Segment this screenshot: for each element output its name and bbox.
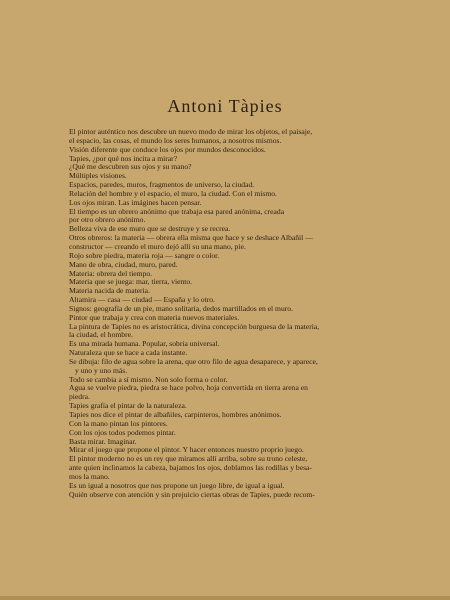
text-line: Visión diferente que conduce los ojos por mundos desconocidos. bbox=[69, 144, 266, 154]
text-line: Relación del hombre y el espacio, el muro, la ciudad. Con el mismo. bbox=[69, 188, 277, 198]
text-line: Es un igual a nosotros que nos propone un juego libre, de igual a igual. bbox=[69, 480, 285, 490]
text-line: Los ojos miran. Las imágines hacen pensar. bbox=[69, 197, 202, 207]
text-line: Es una mirada humana. Popular, sobria universal. bbox=[69, 339, 220, 349]
text-line: Mano de obra, ciudad, muro, pared. bbox=[69, 259, 178, 269]
text-line: Rojo sobre piedra, materia roja — sangre o color. bbox=[69, 250, 220, 260]
text-line: Tapies nos dice el pintar de albañiles, carpinteros, hombres anónimos. bbox=[69, 410, 282, 419]
text-line: Agua se vuelve piedra, piedra se hace polvo, hoja convertida en tierra arena en bbox=[69, 383, 308, 393]
page-title: Antoni Tàpies bbox=[167, 96, 283, 116]
text-line: Basta mirar. Imaginar. bbox=[69, 436, 137, 446]
text-line: mos la mano. bbox=[69, 471, 110, 481]
body-text bbox=[69, 128, 399, 499]
text-line: Se dibuja: filo de agua sobre la arena, que otro filo de agua desaparece, y aparece, bbox=[69, 356, 318, 366]
text-line: Con los ojos todos podemos pintar. bbox=[69, 427, 176, 437]
text-line: ¿Qué me descubren sus ojos y su mano? bbox=[69, 162, 192, 172]
text-line: Espacios, paredes, muros, fragmentos de universo, la ciudad. bbox=[69, 180, 255, 190]
text-line: El pintor moderno no es un rey que miramos allí arriba, sobre su trono celeste, bbox=[69, 454, 308, 464]
text-line: Signos: geografía de un pie, mano solitaria, dedos martillados en el muro. bbox=[69, 303, 293, 313]
text-line: y uno y uno más. bbox=[75, 365, 128, 375]
text-line: El pintor auténtico nos descubre un nuevo modo de mirar los objetos, el paisaje, bbox=[69, 127, 313, 136]
text-line: Pintor que trabaja y crea con materia nuevos materiales. bbox=[69, 312, 240, 322]
text-line: Naturaleza que se hace a cada instante. bbox=[69, 348, 188, 358]
text-line: Múltiples visiones. bbox=[69, 171, 127, 181]
text-line: Tapies grafía el pintar de la naturaleza. bbox=[69, 401, 187, 411]
text-line: Tapies, ¿por qué nos incita a mirar? bbox=[69, 153, 178, 163]
text-line: ante quien inclinamos la cabeza, bajamos los ojos, doblamos las rodillas y besa- bbox=[69, 463, 312, 473]
text-line: Materia que se juega: mar, tierra, viento. bbox=[69, 277, 193, 287]
text-line: El tiempo es un obrero anónimo que trabaja esa pared anónima, creada bbox=[69, 206, 285, 216]
text-line: Materia: obrera del tiempo. bbox=[69, 268, 153, 278]
text-line: Quién observe con atención y sin prejuicio ciertas obras de Tapies, puede recom- bbox=[69, 489, 315, 499]
text-line: Altamira — casa — ciudad — España y lo otro. bbox=[69, 295, 215, 305]
text-line: Materia nacida de materia. bbox=[69, 286, 150, 296]
text-line: Con la mano pintan los pintores. bbox=[69, 418, 168, 428]
text-line: el espacio, las cosas, el mundo los seres humanos, a nosotros mismos. bbox=[69, 135, 282, 145]
text-line: Belleza viva de ese muro que se destruye y se recrea. bbox=[69, 224, 231, 234]
text-line: Todo se cambia a sí mismo. Non solo forma o color. bbox=[69, 374, 228, 384]
text-line: constructor — creando el muro dejó allí su una mano, pie. bbox=[69, 241, 246, 251]
text-line: la ciudad, el hombre. bbox=[69, 330, 133, 340]
text-line: La pintura de Tapies no es aristocrática, divina concepción burguesa de la materia, bbox=[69, 321, 320, 331]
text-line: por otro obrero anónimo. bbox=[69, 215, 146, 225]
text-line: piedra. bbox=[69, 392, 90, 402]
text-line: Otros obreros: la materia — obrera ella misma que hace y se deshace Albañil — bbox=[69, 233, 313, 243]
text-line: Mirar el juego que propone el pintor. Y hacer entonces nuestro proprio juego. bbox=[69, 445, 304, 455]
